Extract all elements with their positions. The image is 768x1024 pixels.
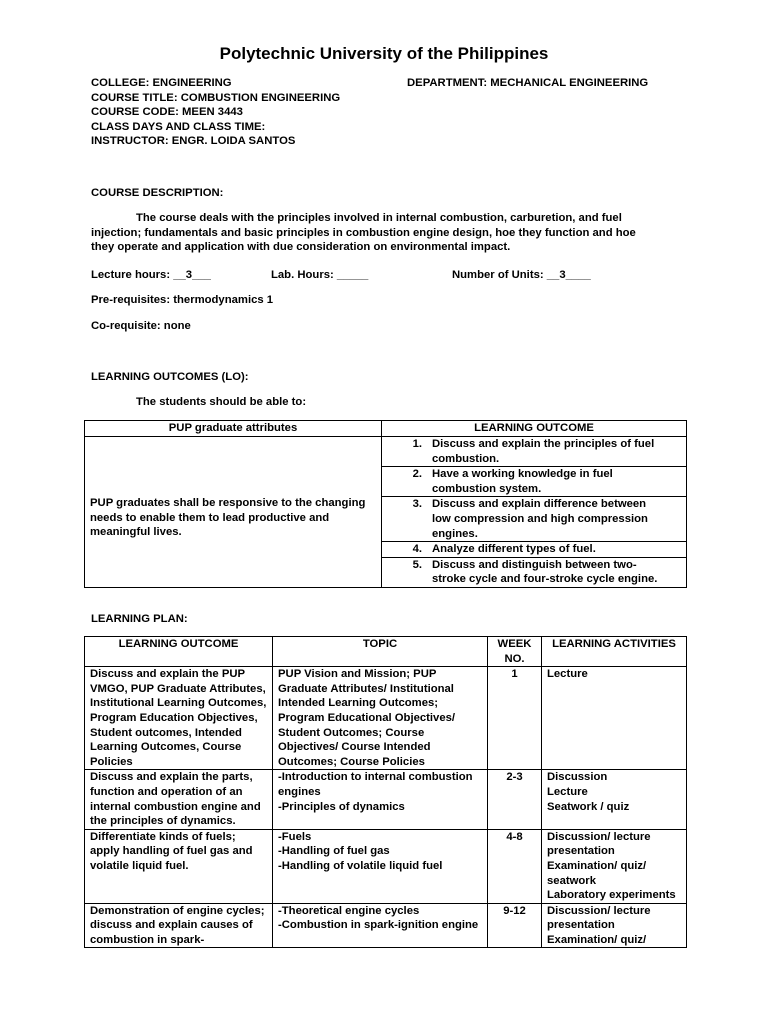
plan-topic: PUP Vision and Mission; PUP Graduate Attributes/ Institutional Intended Learning Outcomes; Program Educational Objectives/ Student Outcomes; Course Objectives/ Course Intended Outcomes; Course Policies [273, 667, 488, 770]
number-of-units: Number of Units: __3____ [452, 269, 591, 281]
lab-hours: Lab. Hours: _____ [271, 269, 369, 281]
plan-outcome: Differentiate kinds of fuels; apply handling of fuel gas and volatile liquid fuel. [85, 829, 273, 903]
lo-item-number: 2. [412, 468, 422, 481]
lo-item-number: 3. [412, 498, 422, 511]
lo-item-text: Discuss and distinguish between two-stroke cycle and four-stroke cycle engine. [432, 558, 658, 586]
learning-outcomes-heading: LEARNING OUTCOMES (LO): [91, 371, 249, 383]
instructor-line: INSTRUCTOR: ENGR. LOIDA SANTOS [91, 135, 296, 147]
lo-item-text: Analyze different types of fuel. [432, 543, 596, 556]
learning-plan-heading: LEARNING PLAN: [91, 613, 188, 625]
plan-week: 9-12 [488, 903, 542, 948]
graduate-attribute-text: PUP graduates shall be responsive to the changing needs to enable them to lead productive and meaningful lives. [90, 497, 366, 539]
lo-col-outcome: LEARNING OUTCOME [382, 421, 687, 437]
table-row [85, 903, 687, 948]
learning-outcomes-table [84, 420, 687, 588]
plan-week: 2-3 [488, 770, 542, 829]
department-line: DEPARTMENT: MECHANICAL ENGINEERING [407, 77, 649, 89]
college-line: COLLEGE: ENGINEERING [91, 77, 232, 89]
university-title: Polytechnic University of the Philippines [219, 44, 549, 63]
plan-topic: -Introduction to internal combustion engines -Principles of dynamics [273, 770, 488, 829]
lo-item-text: Discuss and explain the principles of fuel combustion. [432, 438, 655, 465]
lecture-hours: Lecture hours: __3___ [91, 269, 211, 281]
class-days-line: CLASS DAYS AND CLASS TIME: [91, 121, 266, 133]
lo-item [382, 542, 687, 558]
plan-topic: -Theoretical engine cycles -Combustion in spark-ignition engine [273, 903, 488, 948]
lo-item-text: Discuss and explain difference between low compression and high compression engines. [432, 498, 648, 540]
plan-activities: Discussion Lecture Seatwork / quiz [542, 770, 687, 829]
plan-activities: Discussion/ lecture presentation Examination/ quiz/ [542, 903, 687, 948]
lo-item-number: 1. [412, 438, 422, 450]
lo-item [382, 497, 687, 542]
plan-outcome: Discuss and explain the parts, function and operation of an internal combustion engine and the principles of dynamics. [85, 770, 273, 829]
lo-item [382, 467, 687, 497]
table-row [85, 770, 687, 829]
lo-col-attributes: PUP graduate attributes [85, 421, 382, 437]
corequisite: Co-requisite: none [91, 320, 191, 332]
table-row [85, 667, 687, 770]
course-title-line: COURSE TITLE: COMBUSTION ENGINEERING [91, 92, 341, 104]
plan-col-topic: TOPIC [273, 637, 488, 667]
lo-item-number: 5. [412, 558, 422, 571]
plan-activities: Lecture [542, 667, 687, 770]
course-description-heading: COURSE DESCRIPTION: [91, 187, 224, 199]
plan-week: 4-8 [488, 829, 542, 903]
graduate-attribute-cell [85, 437, 382, 588]
course-code-line: COURSE CODE: MEEN 3443 [91, 106, 243, 118]
learning-outcomes-intro: The students should be able to: [136, 396, 307, 408]
plan-outcome: Discuss and explain the PUP VMGO, PUP Graduate Attributes, Institutional Learning Outcomes, Program Education Objectives, Student outcomes, Intended Learning Outcomes, Course Policies [85, 667, 273, 770]
plan-col-outcome: LEARNING OUTCOME [85, 637, 273, 667]
plan-col-week: WEEK NO. [488, 637, 542, 667]
lo-item [382, 437, 687, 467]
plan-col-activities: LEARNING ACTIVITIES [542, 637, 687, 667]
course-description-text: The course deals with the principles involved in internal combustion, carburetion, and fuel injection; fundamentals and basic principles in combustion engine design, hoe they function and hoe they operate and application with due consideration on environmental impact. [91, 212, 636, 254]
learning-plan-table [84, 636, 687, 948]
lo-item-text: Have a working knowledge in fuel combustion system. [432, 468, 613, 495]
plan-topic: -Fuels -Handling of fuel gas -Handling of volatile liquid fuel [273, 829, 488, 903]
table-row [85, 829, 687, 903]
plan-outcome: Demonstration of engine cycles; discuss and explain causes of combustion in spark- [85, 903, 273, 948]
lo-item-number: 4. [412, 543, 422, 556]
prerequisites: Pre-requisites: thermodynamics 1 [91, 294, 274, 306]
plan-week: 1 [488, 667, 542, 770]
lo-item [382, 557, 687, 587]
plan-activities: Discussion/ lecture presentation Examination/ quiz/ seatwork Laboratory experiments [542, 829, 687, 903]
